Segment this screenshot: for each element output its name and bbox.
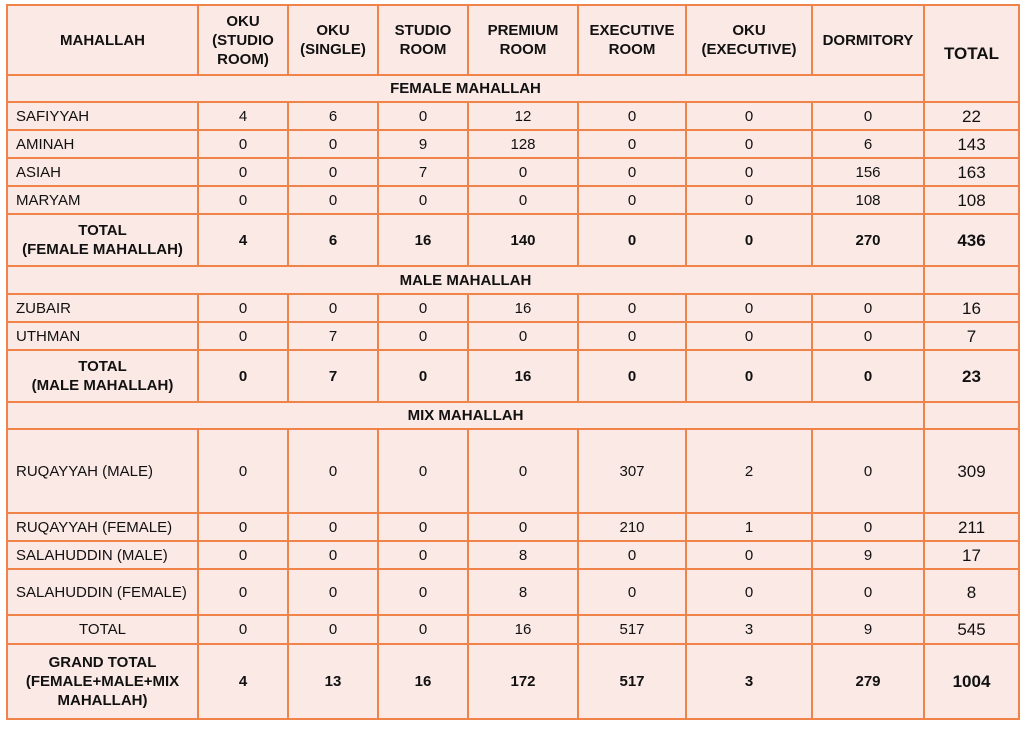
mahallah-name: MARYAM — [7, 186, 198, 214]
value-cell: 0 — [378, 541, 468, 569]
value-cell: 0 — [468, 322, 578, 350]
total-cell: 0 — [686, 350, 812, 402]
row-total: 545 — [924, 615, 1019, 644]
header-oku-single: OKU (SINGLE) — [288, 5, 378, 75]
value-cell: 7 — [378, 158, 468, 186]
value-cell: 0 — [198, 294, 288, 322]
table-row — [7, 513, 1019, 541]
total-cell: 0 — [686, 214, 812, 266]
value-cell: 0 — [812, 569, 924, 615]
row-total: 163 — [924, 158, 1019, 186]
section-male — [7, 266, 1019, 294]
table-row — [7, 429, 1019, 513]
value-cell: 0 — [378, 186, 468, 214]
value-cell: 6 — [288, 102, 378, 130]
value-cell: 0 — [468, 513, 578, 541]
table-row — [7, 186, 1019, 214]
value-cell: 4 — [198, 102, 288, 130]
value-cell: 0 — [812, 322, 924, 350]
value-cell: 9 — [378, 130, 468, 158]
mahallah-name: RUQAYYAH (MALE) — [7, 429, 198, 513]
value-cell: 0 — [198, 158, 288, 186]
value-cell: 0 — [468, 186, 578, 214]
value-cell: 0 — [468, 429, 578, 513]
male-total-row — [7, 350, 1019, 402]
value-cell: 0 — [198, 569, 288, 615]
value-cell: 8 — [468, 569, 578, 615]
value-cell: 0 — [686, 102, 812, 130]
value-cell: 2 — [686, 429, 812, 513]
mahallah-name: ASIAH — [7, 158, 198, 186]
value-cell: 0 — [378, 513, 468, 541]
total-cell: 0 — [198, 350, 288, 402]
row-total: 436 — [924, 214, 1019, 266]
total-cell: 0 — [578, 350, 686, 402]
value-cell: 0 — [198, 186, 288, 214]
header-row — [7, 5, 1019, 75]
value-cell: 0 — [686, 569, 812, 615]
value-cell: 0 — [578, 130, 686, 158]
value-cell: 0 — [288, 294, 378, 322]
header-oku-studio: OKU (STUDIO ROOM) — [198, 5, 288, 75]
total-cell: 6 — [288, 214, 378, 266]
mix-rows — [7, 429, 1019, 615]
total-cell: 4 — [198, 214, 288, 266]
total-cell: 517 — [578, 615, 686, 644]
female-total-label: TOTAL (FEMALE MAHALLAH) — [7, 214, 198, 266]
value-cell: 0 — [378, 294, 468, 322]
grand-total-label: GRAND TOTAL (FEMALE+MALE+MIX MAHALLAH) — [7, 644, 198, 719]
total-cell: 13 — [288, 644, 378, 719]
value-cell: 0 — [288, 429, 378, 513]
table-row — [7, 158, 1019, 186]
mahallah-name: SALAHUDDIN (MALE) — [7, 541, 198, 569]
section-title: MALE MAHALLAH — [7, 266, 924, 294]
header-premium: PREMIUM ROOM — [468, 5, 578, 75]
row-total: 143 — [924, 130, 1019, 158]
total-cell: 0 — [578, 214, 686, 266]
table-row — [7, 541, 1019, 569]
row-total: 17 — [924, 541, 1019, 569]
value-cell: 0 — [812, 429, 924, 513]
value-cell: 0 — [198, 429, 288, 513]
header-total: TOTAL — [924, 5, 1019, 102]
value-cell: 9 — [812, 541, 924, 569]
total-cell: 16 — [378, 644, 468, 719]
row-total: 8 — [924, 569, 1019, 615]
value-cell: 0 — [686, 130, 812, 158]
female-rows — [7, 102, 1019, 214]
table-row — [7, 322, 1019, 350]
value-cell: 0 — [686, 541, 812, 569]
value-cell: 0 — [198, 130, 288, 158]
header-dormitory: DORMITORY — [812, 5, 924, 75]
total-cell: 16 — [378, 214, 468, 266]
total-cell: 0 — [378, 350, 468, 402]
row-total: 23 — [924, 350, 1019, 402]
row-total: 16 — [924, 294, 1019, 322]
value-cell: 0 — [378, 569, 468, 615]
row-total: 211 — [924, 513, 1019, 541]
mahallah-capacity-table — [6, 4, 1020, 720]
total-cell: 3 — [686, 644, 812, 719]
total-cell: 0 — [378, 615, 468, 644]
section-title: MIX MAHALLAH — [7, 402, 924, 429]
value-cell: 16 — [468, 294, 578, 322]
value-cell: 0 — [288, 541, 378, 569]
section-title: FEMALE MAHALLAH — [7, 75, 924, 102]
header-studio: STUDIO ROOM — [378, 5, 468, 75]
grand-total-row — [7, 644, 1019, 719]
value-cell: 210 — [578, 513, 686, 541]
value-cell: 12 — [468, 102, 578, 130]
mahallah-name: UTHMAN — [7, 322, 198, 350]
total-cell: 172 — [468, 644, 578, 719]
female-total-row — [7, 214, 1019, 266]
value-cell: 7 — [288, 322, 378, 350]
header-mahallah: MAHALLAH — [7, 5, 198, 75]
value-cell: 0 — [812, 513, 924, 541]
table-row — [7, 102, 1019, 130]
value-cell: 8 — [468, 541, 578, 569]
value-cell: 1 — [686, 513, 812, 541]
row-total: 1004 — [924, 644, 1019, 719]
value-cell: 6 — [812, 130, 924, 158]
total-cell: 0 — [812, 350, 924, 402]
total-cell: 279 — [812, 644, 924, 719]
mix-total-row — [7, 615, 1019, 644]
total-cell: 3 — [686, 615, 812, 644]
total-cell: 0 — [288, 615, 378, 644]
value-cell: 0 — [578, 102, 686, 130]
table-row — [7, 294, 1019, 322]
value-cell: 0 — [378, 102, 468, 130]
table-row — [7, 130, 1019, 158]
total-cell: 16 — [468, 350, 578, 402]
male-rows — [7, 294, 1019, 350]
section-blank-cell — [924, 266, 1019, 294]
total-cell: 9 — [812, 615, 924, 644]
value-cell: 0 — [198, 541, 288, 569]
value-cell: 0 — [288, 569, 378, 615]
value-cell: 0 — [812, 102, 924, 130]
mahallah-name: ZUBAIR — [7, 294, 198, 322]
row-total: 22 — [924, 102, 1019, 130]
row-total: 309 — [924, 429, 1019, 513]
section-female — [7, 75, 1019, 102]
value-cell: 0 — [686, 294, 812, 322]
value-cell: 0 — [378, 429, 468, 513]
mahallah-name: RUQAYYAH (FEMALE) — [7, 513, 198, 541]
total-cell: 16 — [468, 615, 578, 644]
value-cell: 307 — [578, 429, 686, 513]
value-cell: 0 — [686, 158, 812, 186]
value-cell: 0 — [288, 186, 378, 214]
value-cell: 0 — [198, 322, 288, 350]
total-cell: 4 — [198, 644, 288, 719]
value-cell: 0 — [468, 158, 578, 186]
row-total: 7 — [924, 322, 1019, 350]
section-blank-cell — [924, 402, 1019, 429]
value-cell: 0 — [578, 158, 686, 186]
value-cell: 108 — [812, 186, 924, 214]
table-wrapper — [6, 4, 1020, 720]
value-cell: 0 — [288, 158, 378, 186]
total-cell: 7 — [288, 350, 378, 402]
value-cell: 0 — [578, 541, 686, 569]
value-cell: 0 — [686, 186, 812, 214]
value-cell: 0 — [686, 322, 812, 350]
value-cell: 0 — [578, 186, 686, 214]
total-cell: 0 — [198, 615, 288, 644]
total-cell: 140 — [468, 214, 578, 266]
mahallah-name: SAFIYYAH — [7, 102, 198, 130]
value-cell: 128 — [468, 130, 578, 158]
value-cell: 0 — [578, 569, 686, 615]
table-row — [7, 569, 1019, 615]
value-cell: 0 — [198, 513, 288, 541]
header-oku-executive: OKU (EXECUTIVE) — [686, 5, 812, 75]
mahallah-name: SALAHUDDIN (FEMALE) — [7, 569, 198, 615]
row-total: 108 — [924, 186, 1019, 214]
value-cell: 0 — [812, 294, 924, 322]
value-cell: 0 — [288, 130, 378, 158]
total-cell: 517 — [578, 644, 686, 719]
total-cell: 270 — [812, 214, 924, 266]
value-cell: 0 — [578, 294, 686, 322]
value-cell: 0 — [288, 513, 378, 541]
male-total-label: TOTAL (MALE MAHALLAH) — [7, 350, 198, 402]
header-executive: EXECUTIVE ROOM — [578, 5, 686, 75]
mahallah-name: AMINAH — [7, 130, 198, 158]
value-cell: 0 — [378, 322, 468, 350]
value-cell: 0 — [578, 322, 686, 350]
section-mix — [7, 402, 1019, 429]
mix-total-label: TOTAL — [7, 615, 198, 644]
value-cell: 156 — [812, 158, 924, 186]
